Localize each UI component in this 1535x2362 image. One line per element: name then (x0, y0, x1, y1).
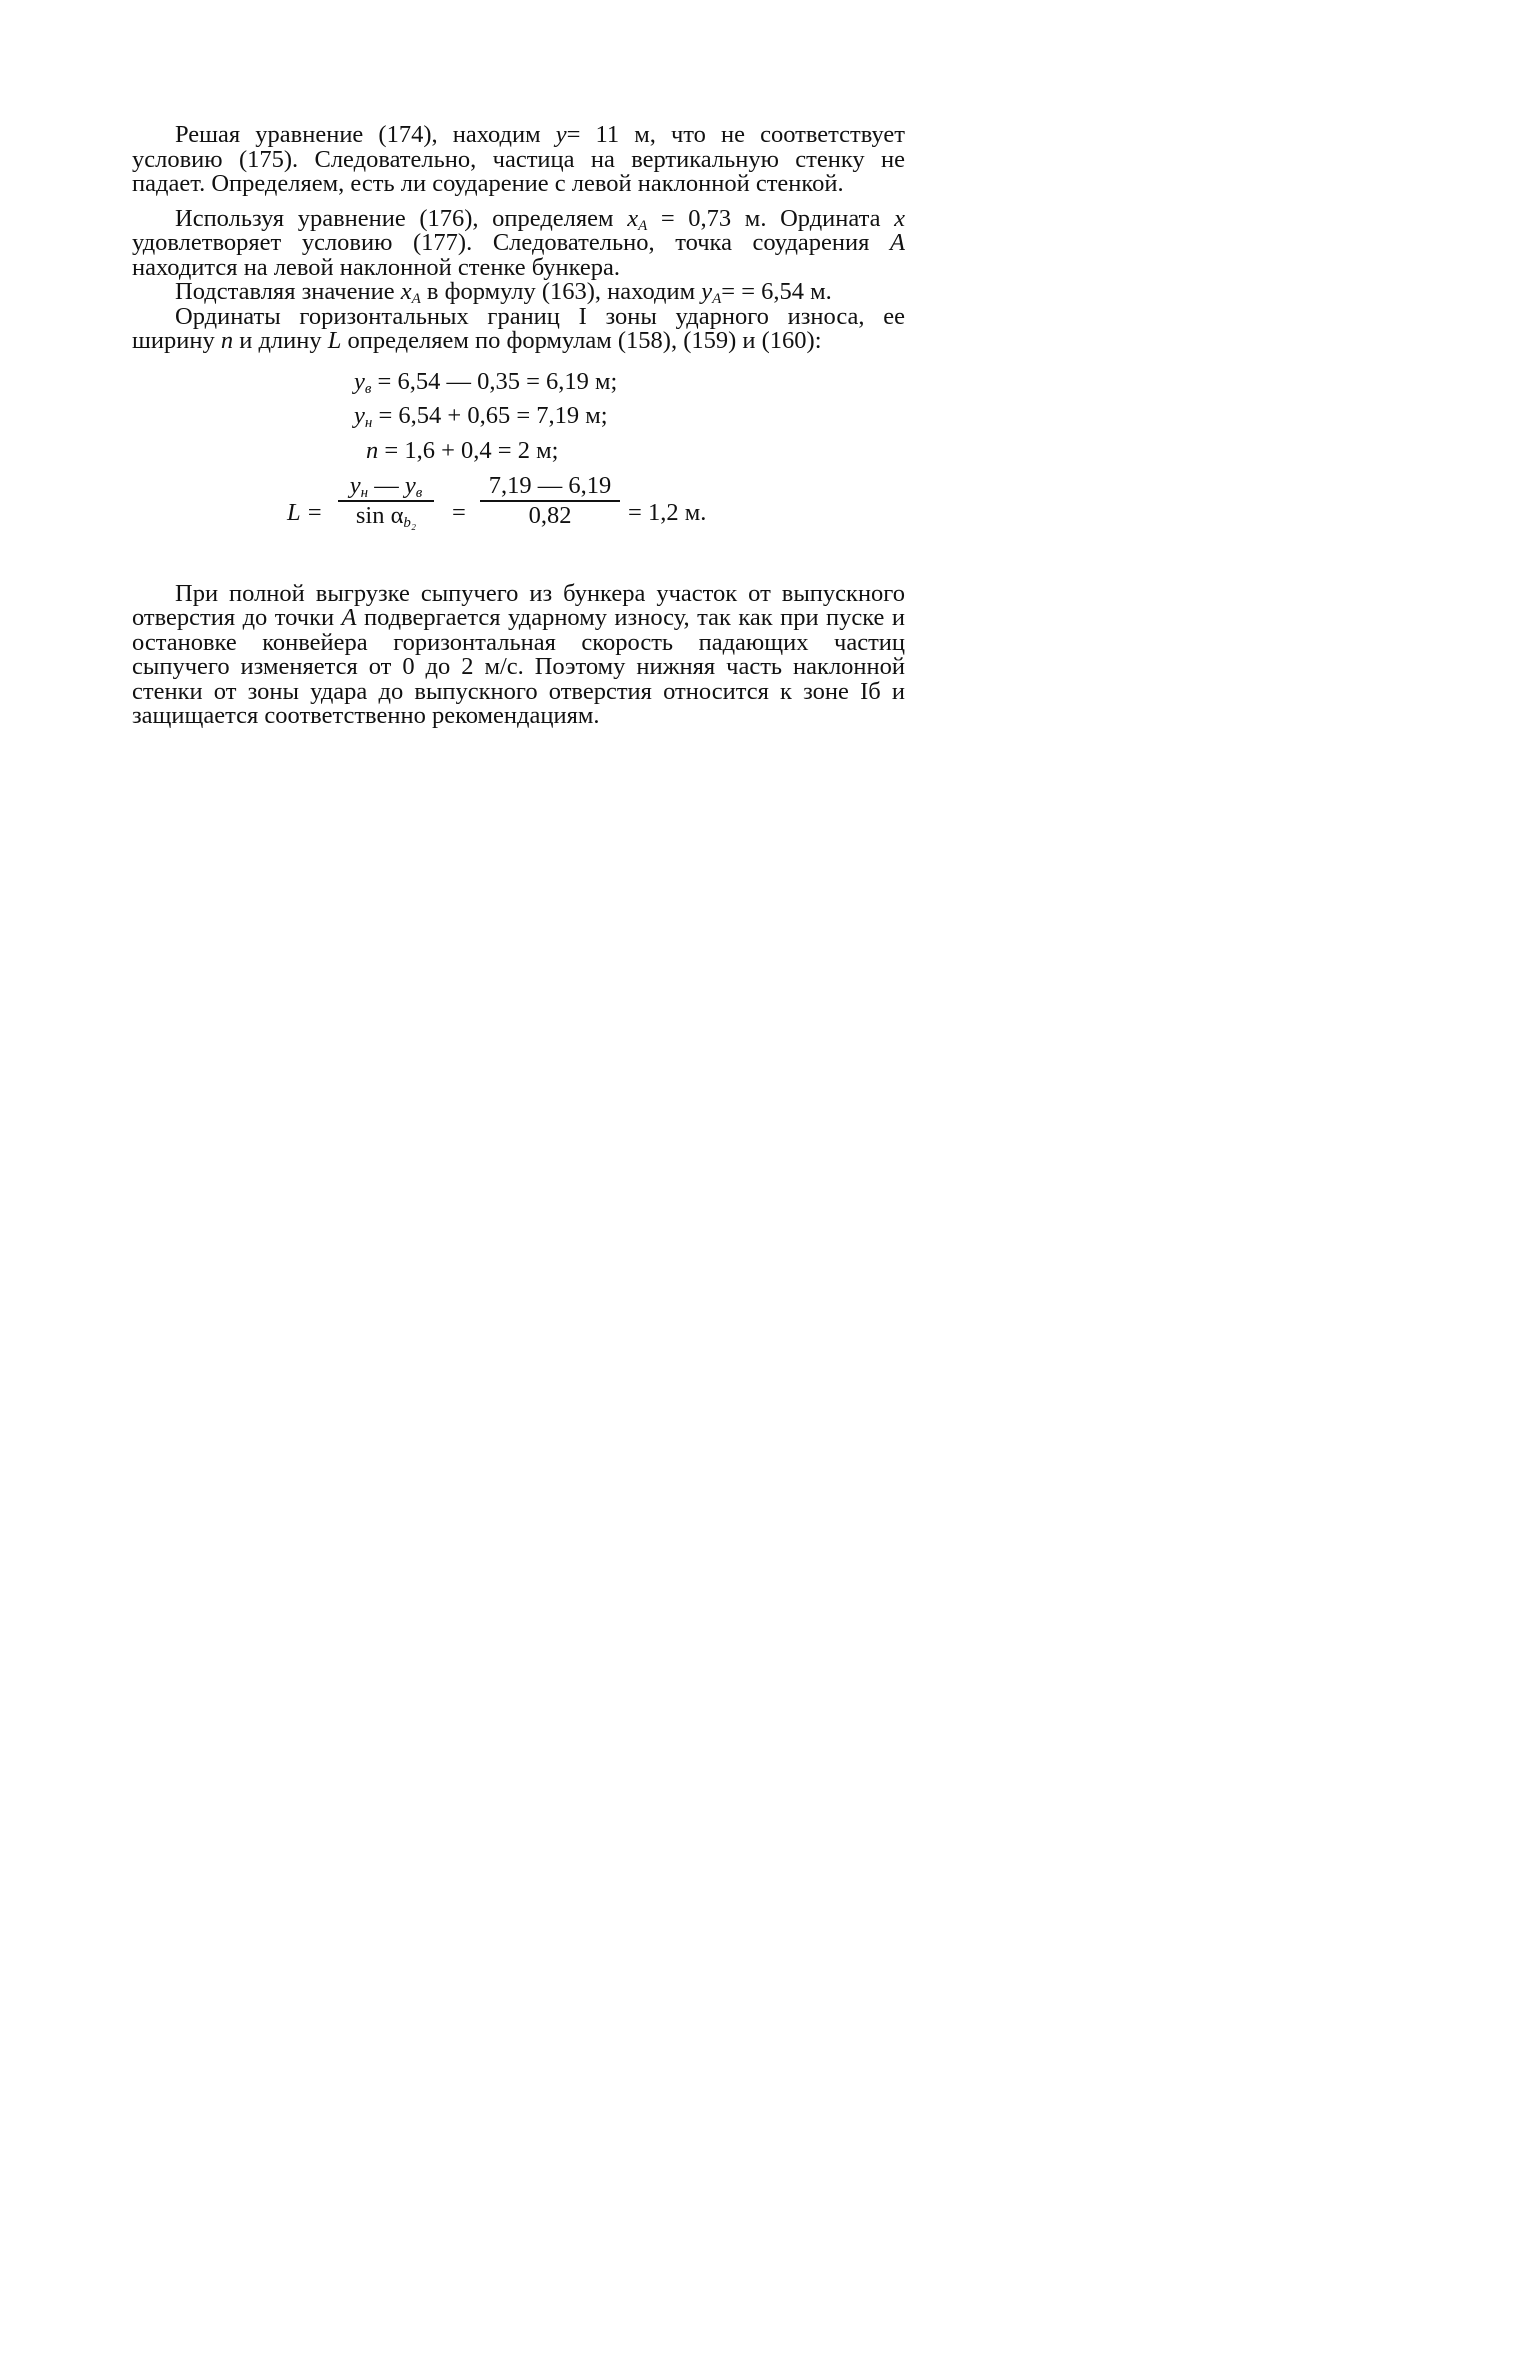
eq-4-equals: = (452, 498, 466, 526)
eq-3-lhs-var: n (366, 436, 379, 464)
paragraph-1-text-a: Решая уравнение (174), находим (175, 121, 556, 148)
paragraph-3-part-1: Подставляя значение (175, 278, 401, 305)
paragraph-4 (132, 302, 912, 354)
paragraph-2-part-1: Используя уравнение (176), определяем (175, 204, 628, 232)
fraction-1-denominator (338, 501, 434, 531)
paragraph-2-part-2: = 0,73 м. Ордината (647, 204, 895, 232)
fraction-1-numerator (338, 471, 434, 501)
paragraph-3 (132, 280, 905, 305)
variable-x-a: x (400, 278, 412, 305)
paragraph-2 (132, 204, 912, 281)
eq-1-lhs-var: y (354, 367, 365, 395)
subscript-a: A (411, 291, 421, 307)
frac-1-den-sub: b₂ (403, 514, 417, 531)
eq-2-rhs: = 6,54 + 0,65 = 7,19 м; (372, 401, 608, 429)
paragraph-5-part-1: При полной выгрузке сыпучего из бункера участок от выпускного отверстия до точки (132, 579, 912, 631)
document-page (0, 0, 1024, 1576)
paragraph-2-part-3: удовлетворяет условию (177). Следовательно, точка соударения (132, 204, 912, 256)
paragraph-4-part-2: и длину (233, 327, 328, 354)
variable-y-a: y (701, 278, 713, 305)
frac-1-sub-v: в (415, 484, 423, 501)
frac-1-var-y-n: y (349, 471, 361, 499)
equations-block (132, 362, 905, 546)
paragraph-4-part-1: Ординаты горизонтальных границ I зоны ударного износа, ее ширину (132, 302, 912, 354)
fraction-2 (480, 471, 620, 529)
fraction-1 (338, 471, 434, 531)
frac-1-sub-n: н (360, 484, 369, 501)
frac-1-den-text: sin α (355, 501, 404, 529)
paragraph-5 (132, 579, 912, 729)
fraction-2-numerator: 7,19 — 6,19 (488, 471, 612, 499)
eq-4-lhs: L = (287, 498, 323, 526)
eq-4-result: = 1,2 м. (628, 498, 707, 526)
paragraph-3-part-3: = = 6,54 м. (721, 278, 832, 305)
subscript-a: A (712, 291, 722, 307)
variable-x: x (894, 204, 906, 232)
frac-1-var-y-v: y (404, 471, 416, 499)
paragraph-4-part-3: определяем по формулам (158), (159) и (160): (341, 327, 822, 354)
eq-3-rhs: = 1,6 + 0,4 = 2 м; (378, 436, 559, 464)
paragraph-5-part-2: подвергается ударному износу, так как при пуске и остановке конвейера горизонтальная скорость падающих частиц сыпучего изменяется от 0 до 2 м/с. Поэтому нижняя часть наклонной стенки от зоны удара до выпускного отверстия относится к зоне Iб и защищается соответственно рекомендациям. (132, 604, 912, 729)
eq-1-rhs: = 6,54 — 0,35 = 6,19 м; (371, 367, 618, 395)
eq-2-lhs-var: y (354, 401, 365, 429)
point-a: A (890, 229, 905, 256)
subscript-a: A (638, 217, 648, 234)
fraction-2-denominator: 0,82 (528, 501, 572, 529)
eq-1-lhs-sub: в (364, 380, 372, 397)
variable-n: n (220, 327, 234, 354)
page-text (132, 121, 912, 729)
eq-2-lhs-sub: н (364, 414, 373, 431)
paragraph-1 (132, 121, 912, 197)
variable-x-a: x (627, 204, 639, 232)
paragraph-1-text-b: = 11 м, что не соответствует условию (175). Следовательно, частица на вертикальную стенку не падает. Определяем, есть ли соударение с левой наклонной стенкой. (132, 121, 912, 197)
point-a: A (341, 604, 357, 631)
variable-y: y (555, 121, 567, 148)
frac-1-minus: — (368, 471, 405, 499)
paragraph-3-part-2: в формулу (163), находим (420, 278, 702, 305)
variable-l: L (327, 327, 342, 354)
paragraph-2-part-4: находится на левой наклонной стенке бункера. (132, 229, 912, 281)
equation-l (132, 362, 905, 546)
